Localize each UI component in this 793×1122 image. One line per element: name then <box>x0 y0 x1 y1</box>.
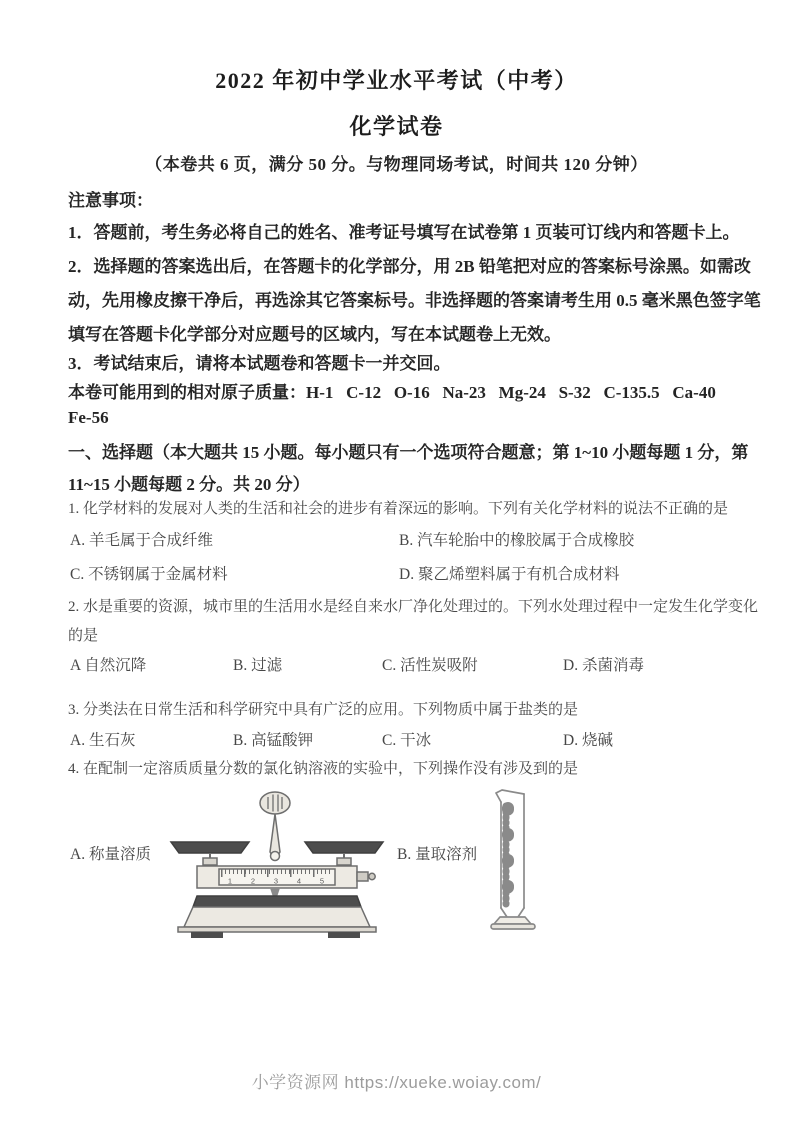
question-3-option-b: B. 高锰酸钾 <box>233 732 314 749</box>
notice-line-5: 3．考试结束后，请将本试题卷和答题卡一并交回。 <box>68 354 451 373</box>
question-1-text: 1. 化学材料的发展对人类的生活和社会的进步有着深远的影响。下列有关化学材料的说法不正确的是 <box>68 501 729 517</box>
question-2-option-a: A 自然沉降 <box>70 657 147 674</box>
balance-adjust-screw <box>357 872 375 881</box>
question-4-text: 4. 在配制一定溶质质量分数的氯化钠溶液的实验中，下列操作没有涉及到的是 <box>68 761 579 777</box>
svg-text:3: 3 <box>273 876 279 886</box>
question-2-text-line-2: 的是 <box>68 628 99 644</box>
atomic-mass-line-1: 本卷可能用到的相对原子质量：H-1 C-12 O-16 Na-23 Mg-24 S-32 C-135.5 Ca-40 <box>68 383 716 402</box>
section-heading-line-2: 11~15 小题每题 2 分。共 20 分） <box>68 475 310 494</box>
balance-scale-drawing <box>171 792 383 938</box>
question-2-option-d: D. 杀菌消毒 <box>563 657 644 674</box>
exam-info-line: （本卷共 6 页，满分 50 分。与物理同场考试，时间共 120 分钟） <box>145 155 648 174</box>
section-heading-line-1: 一、选择题（本大题共 15 小题。每小题只有一个选项符合题意；第 1~10 小题每题 1 分，第 <box>68 443 749 462</box>
balance-base <box>178 896 376 938</box>
balance-left-pan <box>171 842 249 853</box>
question-2-text-line-1: 2. 水是重要的资源，城市里的生活用水是经自来水厂净化处理过的。下列水处理过程中一定发生化学变化 <box>68 599 759 615</box>
question-4-option-a: A. 称量溶质 <box>70 846 151 863</box>
question-1-option-a: A. 羊毛属于合成纤维 <box>70 532 213 549</box>
notice-line-4: 填写在答题卡化学部分对应题号的区域内，写在本试题卷上无效。 <box>68 325 561 344</box>
question-1-option-b: B. 汽车轮胎中的橡胶属于合成橡胶 <box>399 532 635 549</box>
notice-line-3: 动，先用橡皮擦干净后，再选涂其它答案标号。非选择题的答案请考生用 0.5 毫米黑色签字笔 <box>68 291 761 310</box>
balance-right-pan <box>305 842 383 853</box>
svg-text:2: 2 <box>250 876 256 886</box>
question-3-option-d: D. 烧碱 <box>563 732 613 749</box>
graduated-cylinder-drawing <box>491 790 535 929</box>
balance-scale-figure <box>167 790 387 938</box>
notice-heading: 注意事项： <box>68 191 153 210</box>
footer-watermark: 小学资源网 https://xueke.woiay.com/ <box>251 1073 542 1092</box>
notice-line-2: 2．选择题的答案选出后，在答题卡的化学部分，用 2B 铅笔把对应的答案标号涂黑。如需改 <box>68 257 751 276</box>
question-3-option-c: C. 干冰 <box>382 732 432 749</box>
svg-text:5: 5 <box>319 876 325 886</box>
balance-dial <box>260 792 290 814</box>
svg-text:4: 4 <box>296 876 302 886</box>
question-2-option-b: B. 过滤 <box>233 657 283 674</box>
question-3-option-a: A. 生石灰 <box>70 732 136 749</box>
atomic-mass-line-2: Fe-56 <box>68 408 109 427</box>
question-2-option-c: C. 活性炭吸附 <box>382 657 478 674</box>
svg-text:1: 1 <box>227 876 233 886</box>
question-1-option-c: C. 不锈钢属于金属材料 <box>70 566 228 583</box>
subject-title: 化学试卷 <box>349 114 444 139</box>
question-3-text: 3. 分类法在日常生活和科学研究中具有广泛的应用。下列物质中属于盐类的是 <box>68 702 579 718</box>
graduated-cylinder-figure <box>486 788 540 938</box>
question-4-option-b: B. 量取溶剂 <box>397 846 478 863</box>
balance-pivot <box>271 852 280 861</box>
notice-line-1: 1．答题前，考生务必将自己的姓名、准考证号填写在试卷第 1 页装可订线内和答题卡上。 <box>68 223 740 242</box>
cylinder-spout <box>496 790 524 802</box>
question-1-option-d: D. 聚乙烯塑料属于有机合成材料 <box>399 566 620 583</box>
exam-title: 2022 年初中学业水平考试（中考） <box>215 68 578 93</box>
cylinder-foot <box>494 917 531 924</box>
